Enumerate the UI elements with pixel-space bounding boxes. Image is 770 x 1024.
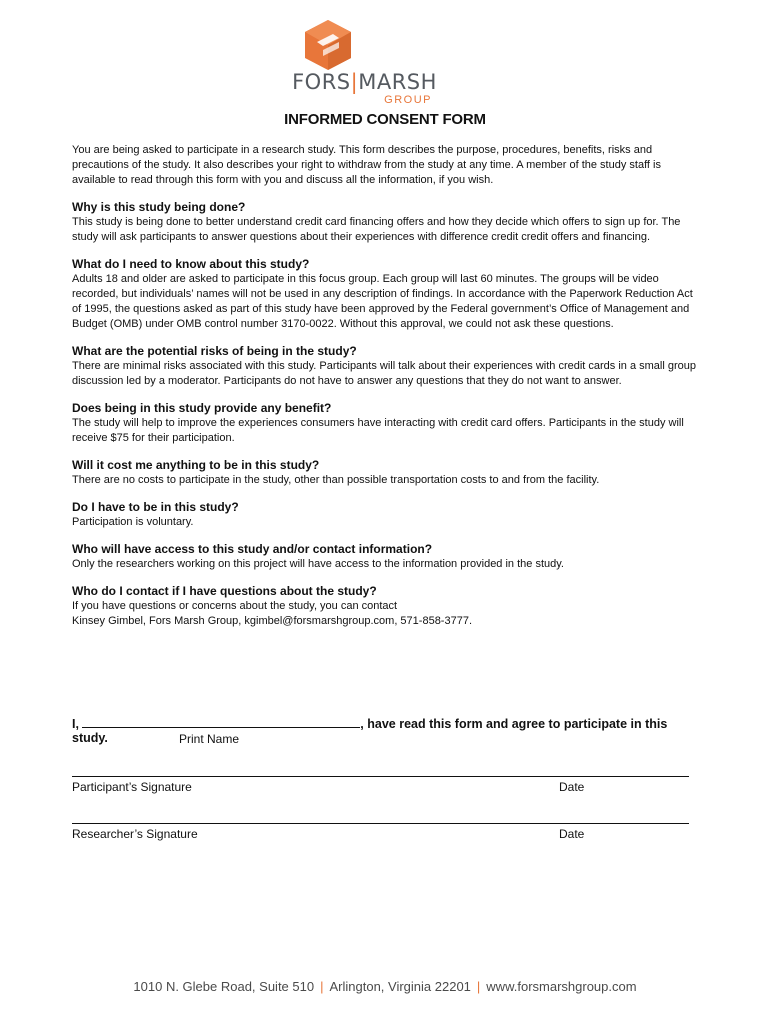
agreement-prefix: I, <box>72 717 79 731</box>
section-heading: Who do I contact if I have questions about the study? <box>72 584 377 598</box>
section-body: Participation is voluntary. <box>72 516 194 528</box>
footer <box>0 979 770 994</box>
agreement-suffix: , have read this form and agree to participate in this study. <box>72 717 668 745</box>
researcher-signature-line[interactable] <box>72 823 689 824</box>
footer-address: 1010 N. Glebe Road, Suite 510 <box>133 979 315 994</box>
print-name-label: Print Name <box>179 732 240 746</box>
logo-wordmark: FORS|MARSH <box>292 70 437 94</box>
footer-city: Arlington, Virginia 22201 <box>329 979 471 994</box>
forsmarsh-cube-icon <box>303 20 353 70</box>
section-body: Only the researchers working on this project will have access to the information provided in the study. <box>72 558 564 570</box>
contact-details: Kinsey Gimbel, Fors Marsh Group, kgimbel@forsmarshgroup.com, 571-858-3777. <box>72 615 472 627</box>
section-heading: Why is this study being done? <box>72 200 246 214</box>
footer-separator: | <box>320 979 324 994</box>
researcher-signature-label: Researcher’s Signature <box>72 827 198 841</box>
section-body: If you have questions or concerns about the study, you can contact <box>72 600 398 612</box>
section-body: Adults 18 and older are asked to participate in this focus group. Each group will last 60 minutes. The groups will be video recorded, but individuals’ names will not be used in any description of findings. In accordance with the Paperwork Reduction Act of 1995, the questions asked as part of this study have been approved by the Federal government’s Office of Management and Budget (OMB) under OMB control number 3170-0022. Without this approval, we could not ask these questions. <box>72 273 693 330</box>
section-heading: Who will have access to this study and/or contact information? <box>72 542 433 556</box>
section-body: There are minimal risks associated with this study. Participants will talk about their experiences with credit cards in a small group discussion led by a moderator. Participants do not have to answer any questions that they do not want to answer. <box>72 360 696 387</box>
form-body <box>72 143 702 629</box>
company-logo <box>292 20 442 106</box>
section-heading: Does being in this study provide any benefit? <box>72 401 332 415</box>
logo-group-text: GROUP <box>384 94 432 106</box>
section-heading: Will it cost me anything to be in this study? <box>72 458 320 472</box>
section-body: This study is being done to better understand credit card financing offers and how they decide which offers to sign up for. The study will ask participants to answer questions about their experiences with difference credit credit offers and financing. <box>72 216 681 243</box>
participant-signature-label: Participant’s Signature <box>72 780 192 794</box>
participant-date-label: Date <box>559 780 585 794</box>
section-heading: Do I have to be in this study? <box>72 500 239 514</box>
researcher-date-label: Date <box>559 827 585 841</box>
print-name-field[interactable] <box>82 715 360 728</box>
page-title: INFORMED CONSENT FORM <box>284 111 486 128</box>
section-body: There are no costs to participate in the study, other than possible transportation costs to and from the facility. <box>72 474 600 486</box>
footer-website[interactable]: www.forsmarshgroup.com <box>486 979 637 994</box>
section-body: The study will help to improve the experiences consumers have interacting with credit card offers. Participants in the study will receive $75 for their participation. <box>72 417 684 444</box>
footer-separator: | <box>476 979 481 994</box>
participant-signature-line[interactable] <box>72 776 689 777</box>
intro-paragraph: You are being asked to participate in a research study. This form describes the purpose, procedures, benefits, risks and precautions of the study. It also describes your right to withdraw from the study at any time. A member of the study staff is available to read through this form with you and discuss all the information, if you wish. <box>72 144 661 186</box>
agreement-line <box>72 715 702 745</box>
section-heading: What are the potential risks of being in the study? <box>72 344 357 358</box>
section-heading: What do I need to know about this study? <box>72 257 310 271</box>
